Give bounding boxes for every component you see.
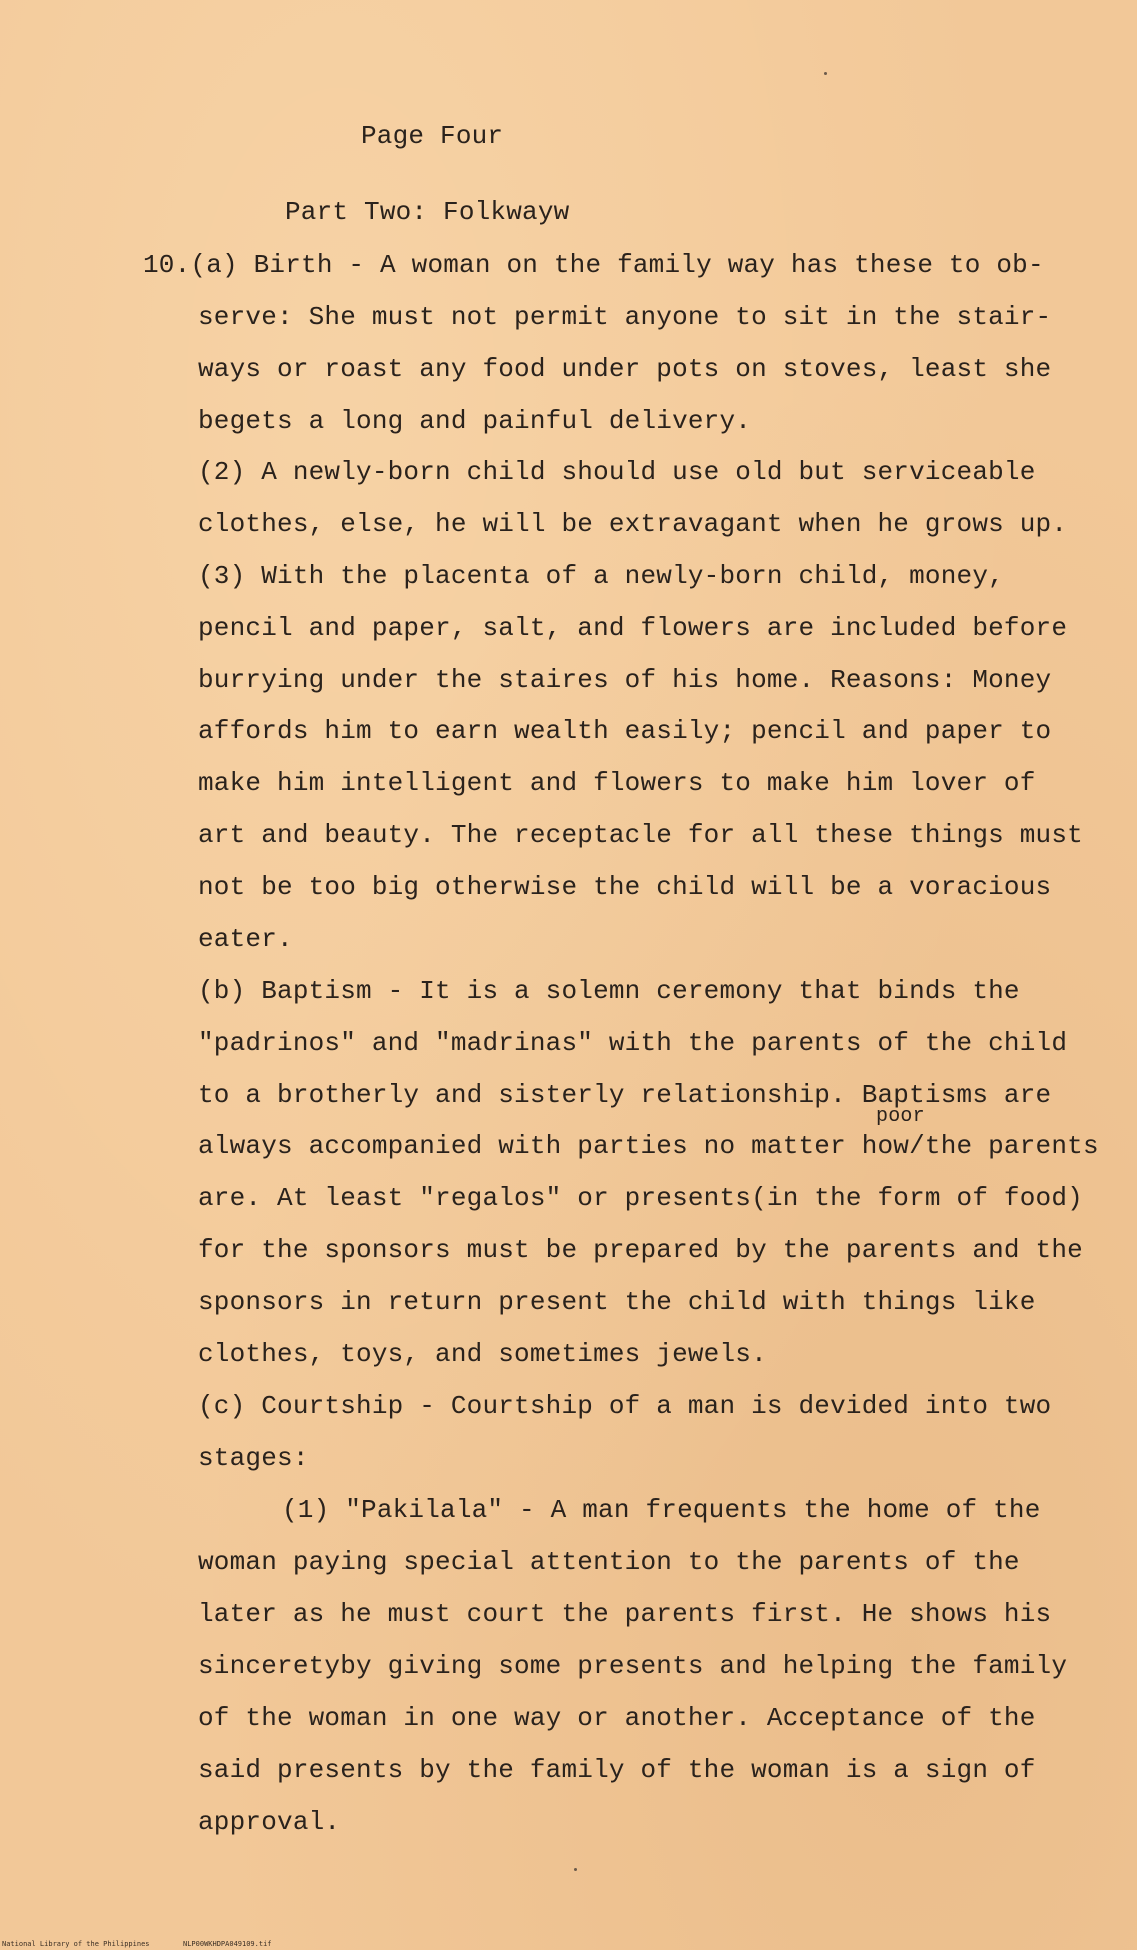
text-line: always accompanied with parties no matter how/the parents — [198, 1131, 1099, 1161]
page-header: Page Four — [361, 121, 504, 151]
paper-speck — [824, 72, 827, 75]
text-line: "padrinos" and "madrinas" with the parents of the child — [198, 1028, 1068, 1058]
text-line: for the sponsors must be prepared by the parents and the — [198, 1235, 1083, 1265]
text-line: woman paying special attention to the parents of the — [198, 1547, 1020, 1577]
text-line: are. At least "regalos" or presents(in the form of food) — [198, 1183, 1083, 1213]
text-line: said presents by the family of the woman is a sign of — [198, 1755, 1036, 1785]
footer-library-label: National Library of the Philippines — [2, 1940, 150, 1948]
text-line: clothes, else, he will be extravagant when he grows up. — [198, 509, 1068, 539]
paper-speck — [574, 1868, 577, 1871]
text-line: later as he must court the parents first. He shows his — [198, 1599, 1052, 1629]
text-line: stages: — [198, 1443, 309, 1473]
text-line: ways or roast any food under pots on stoves, least she — [198, 354, 1052, 384]
text-line: burrying under the staires of his home. Reasons: Money — [198, 665, 1052, 695]
text-line: art and beauty. The receptacle for all these things must — [198, 820, 1083, 850]
text-line: approval. — [198, 1807, 341, 1837]
text-line: not be too big otherwise the child will be a voracious — [198, 872, 1052, 902]
text-line: 10.(a) Birth - A woman on the family way has these to ob- — [143, 250, 1044, 280]
text-line: clothes, toys, and sometimes jewels. — [198, 1339, 767, 1369]
text-line: to a brotherly and sisterly relationship. Baptisms are — [198, 1080, 1052, 1110]
text-line: (c) Courtship - Courtship of a man is devided into two — [198, 1391, 1052, 1421]
text-line: pencil and paper, salt, and flowers are included before — [198, 613, 1068, 643]
text-line: of the woman in one way or another. Acceptance of the — [198, 1703, 1036, 1733]
text-line: sinceretyby giving some presents and helping the family — [198, 1651, 1068, 1681]
footer-file-label: NLP00WKHDPA049109.tif — [183, 1940, 272, 1948]
text-line: sponsors in return present the child with things like — [198, 1287, 1036, 1317]
text-line: serve: She must not permit anyone to sit in the stair- — [198, 302, 1052, 332]
text-line: (1) "Pakilala" - A man frequents the home of the — [282, 1495, 1041, 1525]
text-line: make him intelligent and flowers to make him lover of — [198, 768, 1036, 798]
text-line: (3) With the placenta of a newly-born child, money, — [198, 561, 1004, 591]
text-line: (b) Baptism - It is a solemn ceremony that binds the — [198, 976, 1020, 1006]
text-line: begets a long and painful delivery. — [198, 406, 752, 436]
text-line: eater. — [198, 924, 293, 954]
part-title: Part Two: Folkwayw — [285, 197, 570, 227]
text-line: affords him to earn wealth easily; pencil and paper to — [198, 716, 1052, 746]
text-line: (2) A newly-born child should use old but serviceable — [198, 457, 1036, 487]
interlinear-insert: poor — [876, 1105, 925, 1128]
